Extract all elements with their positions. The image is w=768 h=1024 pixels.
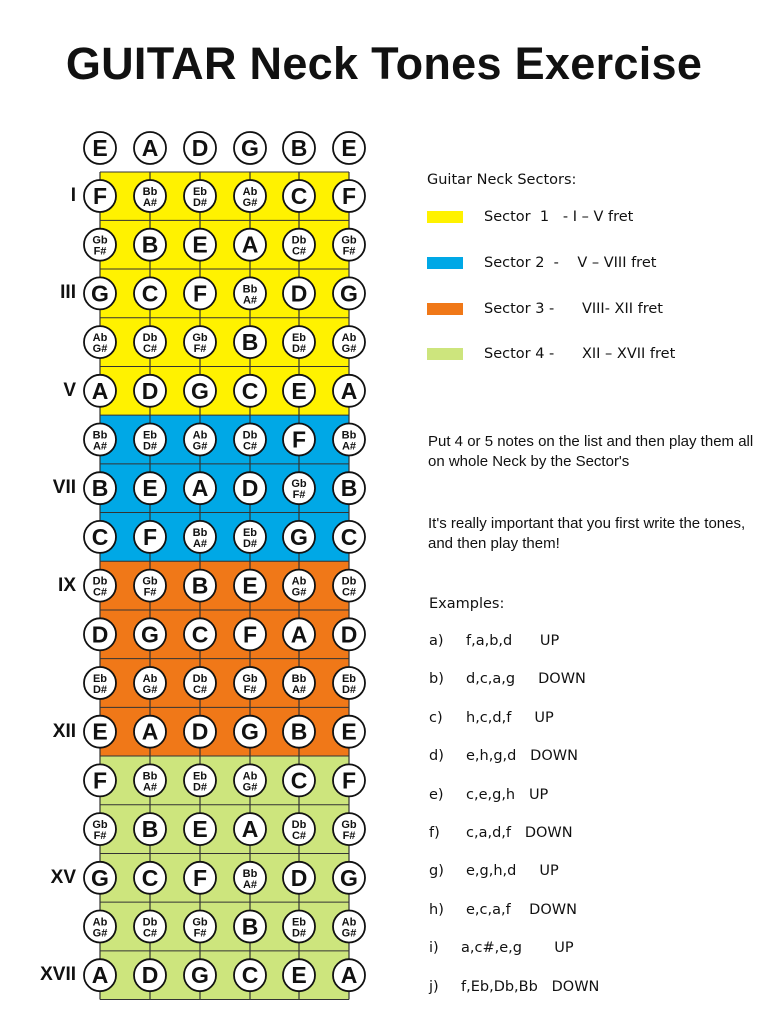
note-label: C bbox=[141, 280, 159, 307]
note-label-sharp: C# bbox=[142, 343, 158, 356]
note-label-flat: Bb bbox=[192, 526, 208, 539]
note-label: D bbox=[340, 621, 358, 648]
note-marker bbox=[333, 472, 365, 504]
note-label: E bbox=[192, 231, 208, 258]
note-label: A bbox=[340, 962, 358, 989]
note-marker bbox=[333, 375, 365, 407]
note-label: A bbox=[141, 135, 159, 161]
example-letter: c) bbox=[429, 709, 443, 726]
note-label-flat: Eb bbox=[291, 332, 307, 345]
note-label-flat: Ab bbox=[142, 673, 158, 685]
note-marker bbox=[134, 132, 166, 164]
note-label: B bbox=[141, 231, 159, 258]
note-marker bbox=[333, 716, 365, 748]
note-label: F bbox=[92, 767, 108, 794]
note-label-flat: Gb bbox=[92, 819, 108, 832]
legend-label: Sector 4 - XII – XVII fret bbox=[484, 346, 676, 362]
note-label-flat: Bb bbox=[92, 429, 108, 442]
note-marker bbox=[134, 764, 166, 796]
example-text: f,a,b,d UP bbox=[466, 633, 560, 649]
note-marker bbox=[134, 911, 166, 943]
example-text: c,e,g,h UP bbox=[466, 786, 549, 803]
legend-swatch bbox=[427, 257, 463, 269]
legend-swatch bbox=[427, 348, 463, 360]
example-text: e,h,g,d DOWN bbox=[466, 748, 578, 765]
example-letter: d) bbox=[429, 748, 444, 765]
note-label: B bbox=[141, 816, 159, 843]
note-label-flat: Ab bbox=[192, 429, 208, 442]
example-text: a,c#,e,g UP bbox=[461, 940, 574, 957]
note-label-flat: Gb bbox=[291, 478, 307, 491]
note-label: A bbox=[91, 377, 109, 404]
note-label-sharp: F# bbox=[292, 489, 306, 502]
example-letter: f) bbox=[429, 825, 440, 841]
instruction-paragraph: Put 4 or 5 notes on the list and then play them all on whole Neck by the Sector's bbox=[428, 433, 754, 470]
note-label: G bbox=[241, 718, 259, 745]
note-marker bbox=[283, 716, 315, 748]
legend-label: Sector 3 - VIII- XII fret bbox=[484, 301, 663, 317]
note-marker bbox=[333, 764, 365, 796]
note-label-sharp: G# bbox=[242, 781, 258, 794]
note-label-flat: Gb bbox=[341, 234, 357, 247]
note-label: C bbox=[141, 864, 159, 891]
note-label-sharp: F# bbox=[143, 586, 157, 599]
note-label-sharp: F# bbox=[93, 830, 107, 843]
legend-swatch bbox=[427, 211, 463, 223]
legend-title: Guitar Neck Sectors: bbox=[427, 172, 577, 188]
note-marker bbox=[184, 132, 216, 164]
note-marker bbox=[134, 180, 166, 212]
note-label: B bbox=[290, 718, 308, 745]
note-label-sharp: A# bbox=[192, 537, 208, 550]
note-label: C bbox=[241, 377, 259, 404]
note-label-flat: Ab bbox=[92, 332, 108, 345]
note-marker bbox=[333, 911, 365, 943]
note-label: G bbox=[340, 864, 358, 891]
note-marker bbox=[134, 277, 166, 309]
note-label-flat: Gb bbox=[192, 332, 208, 345]
note-label-sharp: G# bbox=[92, 343, 108, 356]
note-marker bbox=[333, 570, 365, 602]
note-marker bbox=[234, 472, 266, 504]
example-text: d,c,a,g DOWN bbox=[466, 671, 586, 688]
note-marker bbox=[283, 180, 315, 212]
note-marker bbox=[234, 716, 266, 748]
note-label-flat: Gb bbox=[242, 673, 258, 685]
note-label-sharp: G# bbox=[142, 684, 158, 696]
note-label: G bbox=[340, 280, 358, 307]
note-marker bbox=[184, 375, 216, 407]
note-label-sharp: A# bbox=[142, 781, 158, 794]
note-label-flat: Bb bbox=[142, 186, 158, 198]
note-marker bbox=[84, 764, 116, 796]
note-label-flat: Bb bbox=[291, 673, 307, 685]
note-marker bbox=[184, 716, 216, 748]
example-text: e,c,a,f DOWN bbox=[466, 901, 577, 918]
note-label-flat: Ab bbox=[92, 916, 108, 929]
note-marker bbox=[333, 959, 365, 991]
fret-label: III bbox=[60, 282, 76, 304]
note-label-sharp: D# bbox=[192, 781, 208, 794]
note-label-sharp: A# bbox=[242, 294, 258, 307]
note-label: F bbox=[92, 183, 108, 209]
note-label-sharp: D# bbox=[242, 537, 258, 550]
note-marker bbox=[333, 667, 365, 699]
note-label-flat: Db bbox=[192, 673, 208, 685]
note-label: F bbox=[291, 426, 307, 453]
note-label: C bbox=[191, 621, 209, 648]
note-label: C bbox=[290, 183, 308, 209]
legend-label: Sector 2 - V – VIII fret bbox=[484, 255, 657, 271]
note-label-flat: Bb bbox=[341, 429, 357, 442]
note-label: D bbox=[141, 962, 159, 989]
note-label: F bbox=[192, 280, 208, 307]
note-label: C bbox=[91, 523, 109, 550]
note-marker bbox=[283, 521, 315, 553]
example-letter: e) bbox=[429, 786, 444, 803]
note-label-flat: Bb bbox=[242, 867, 258, 880]
note-label-sharp: F# bbox=[193, 343, 207, 356]
fret-label: XV bbox=[50, 866, 76, 888]
note-label-flat: Eb bbox=[92, 673, 108, 685]
fret-label: XII bbox=[52, 720, 76, 742]
fret-label: I bbox=[70, 185, 76, 206]
note-marker bbox=[184, 959, 216, 991]
note-label: C bbox=[340, 523, 358, 550]
note-label: G bbox=[191, 377, 209, 404]
note-marker bbox=[283, 813, 315, 845]
note-label: B bbox=[191, 572, 209, 599]
note-marker bbox=[184, 911, 216, 943]
note-marker bbox=[134, 862, 166, 894]
note-marker bbox=[333, 521, 365, 553]
note-marker bbox=[283, 618, 315, 650]
note-marker bbox=[84, 911, 116, 943]
note-marker bbox=[234, 375, 266, 407]
note-marker bbox=[84, 667, 116, 699]
note-label-sharp: F# bbox=[193, 927, 207, 940]
note-marker bbox=[333, 813, 365, 845]
example-letter: i) bbox=[429, 940, 439, 957]
example-letter: j) bbox=[429, 978, 439, 995]
note-label-sharp: D# bbox=[142, 440, 158, 453]
note-label: F bbox=[192, 864, 208, 891]
note-marker bbox=[333, 618, 365, 650]
note-label-flat: Bb bbox=[142, 770, 158, 783]
note-label-sharp: G# bbox=[242, 197, 258, 209]
note-marker bbox=[84, 132, 116, 164]
note-label-sharp: C# bbox=[291, 245, 307, 258]
note-marker bbox=[234, 618, 266, 650]
note-label-sharp: D# bbox=[192, 197, 208, 209]
note-label: A bbox=[141, 718, 159, 745]
note-marker bbox=[84, 716, 116, 748]
legend-swatch bbox=[427, 303, 463, 315]
note-label-flat: Gb bbox=[92, 234, 108, 247]
note-label-sharp: D# bbox=[291, 927, 307, 940]
note-label-sharp: F# bbox=[342, 830, 356, 843]
note-label: C bbox=[241, 962, 259, 989]
note-label-flat: Db bbox=[341, 575, 357, 588]
note-marker bbox=[134, 570, 166, 602]
note-marker bbox=[134, 424, 166, 456]
example-letter: a) bbox=[429, 633, 444, 649]
page-title: GUITAR Neck Tones Exercise bbox=[65, 38, 703, 89]
note-label: C bbox=[290, 767, 308, 794]
note-marker bbox=[184, 813, 216, 845]
note-marker bbox=[184, 862, 216, 894]
note-label-sharp: D# bbox=[291, 343, 307, 356]
note-marker bbox=[234, 813, 266, 845]
note-label: D bbox=[290, 280, 308, 307]
note-label-sharp: G# bbox=[291, 586, 307, 599]
note-label-sharp: A# bbox=[242, 878, 258, 891]
note-label: D bbox=[290, 864, 308, 891]
note-label: A bbox=[241, 231, 259, 258]
note-marker bbox=[134, 229, 166, 261]
note-label-flat: Eb bbox=[192, 186, 208, 198]
note-marker bbox=[184, 570, 216, 602]
note-label: G bbox=[241, 135, 259, 161]
note-label: A bbox=[340, 377, 358, 404]
note-label-flat: Db bbox=[92, 575, 108, 588]
note-label: E bbox=[192, 816, 208, 843]
example-letter: b) bbox=[429, 671, 444, 688]
note-label: A bbox=[191, 475, 209, 502]
note-label: E bbox=[92, 135, 108, 161]
note-label: E bbox=[341, 718, 357, 745]
note-label: D bbox=[141, 377, 159, 404]
fret-label: XVII bbox=[40, 964, 76, 986]
note-label-sharp: C# bbox=[291, 830, 307, 843]
note-label-sharp: D# bbox=[92, 684, 108, 696]
legend-label: Sector 1 - I – V fret bbox=[484, 209, 634, 225]
note-marker bbox=[84, 570, 116, 602]
note-marker bbox=[234, 959, 266, 991]
note-marker bbox=[333, 180, 365, 212]
note-marker bbox=[234, 570, 266, 602]
example-text: f,Eb,Db,Bb DOWN bbox=[461, 978, 600, 995]
note-marker bbox=[184, 764, 216, 796]
note-marker bbox=[283, 132, 315, 164]
note-marker bbox=[333, 132, 365, 164]
note-marker bbox=[234, 180, 266, 212]
note-label-flat: Db bbox=[242, 429, 258, 442]
note-label: B bbox=[91, 475, 109, 502]
note-label: B bbox=[241, 913, 259, 940]
note-marker bbox=[283, 472, 315, 504]
note-marker bbox=[184, 424, 216, 456]
note-label: G bbox=[91, 864, 109, 891]
note-marker bbox=[134, 472, 166, 504]
note-marker bbox=[84, 277, 116, 309]
example-letter: g) bbox=[429, 863, 444, 880]
note-marker bbox=[234, 667, 266, 699]
note-label-flat: Ab bbox=[341, 916, 357, 929]
note-label-flat: Db bbox=[142, 332, 158, 345]
note-label-sharp: F# bbox=[93, 245, 107, 258]
note-marker bbox=[283, 911, 315, 943]
note-label: G bbox=[191, 962, 209, 989]
example-letter: h) bbox=[429, 901, 444, 918]
note-label-sharp: C# bbox=[242, 440, 258, 453]
note-label-sharp: F# bbox=[342, 245, 356, 258]
note-label: E bbox=[341, 135, 357, 161]
note-marker bbox=[84, 375, 116, 407]
note-marker bbox=[184, 277, 216, 309]
note-label: D bbox=[191, 718, 209, 745]
note-marker bbox=[134, 959, 166, 991]
note-marker bbox=[84, 813, 116, 845]
note-label: G bbox=[91, 280, 109, 307]
note-marker bbox=[234, 862, 266, 894]
note-marker bbox=[134, 618, 166, 650]
note-marker bbox=[84, 424, 116, 456]
fret-label: V bbox=[63, 379, 76, 401]
note-label: D bbox=[191, 135, 209, 161]
note-label-flat: Ab bbox=[242, 186, 258, 198]
examples-title: Examples: bbox=[429, 596, 505, 612]
note-label-flat: Eb bbox=[142, 429, 158, 442]
note-label: A bbox=[91, 962, 109, 989]
note-label: E bbox=[291, 377, 307, 404]
note-marker bbox=[84, 862, 116, 894]
note-label-sharp: F# bbox=[243, 684, 257, 696]
note-marker bbox=[134, 667, 166, 699]
note-marker bbox=[134, 716, 166, 748]
note-marker bbox=[184, 521, 216, 553]
note-label-flat: Db bbox=[291, 234, 307, 247]
note-marker bbox=[84, 229, 116, 261]
note-marker bbox=[234, 424, 266, 456]
note-marker bbox=[134, 521, 166, 553]
note-label-sharp: C# bbox=[341, 586, 357, 599]
note-marker bbox=[283, 667, 315, 699]
note-marker bbox=[84, 472, 116, 504]
note-label-flat: Eb bbox=[192, 770, 208, 783]
note-marker bbox=[184, 326, 216, 358]
note-marker bbox=[234, 764, 266, 796]
note-marker bbox=[184, 618, 216, 650]
note-marker bbox=[283, 959, 315, 991]
note-marker bbox=[333, 326, 365, 358]
note-marker bbox=[333, 424, 365, 456]
note-label-sharp: D# bbox=[341, 684, 357, 696]
note-marker bbox=[84, 326, 116, 358]
note-marker bbox=[234, 229, 266, 261]
note-marker bbox=[84, 521, 116, 553]
note-marker bbox=[134, 326, 166, 358]
note-label: F bbox=[242, 621, 258, 648]
example-text: e,g,h,d UP bbox=[466, 863, 559, 880]
note-label-sharp: C# bbox=[192, 684, 208, 696]
note-label-sharp: A# bbox=[341, 440, 357, 453]
note-label: F bbox=[341, 767, 357, 794]
fret-label: IX bbox=[58, 574, 76, 596]
note-label: B bbox=[340, 475, 358, 502]
note-label-sharp: G# bbox=[341, 927, 357, 940]
note-label: B bbox=[290, 135, 308, 161]
note-label: E bbox=[291, 962, 307, 989]
note-label-flat: Bb bbox=[242, 283, 258, 296]
note-label: E bbox=[92, 718, 108, 745]
note-label-flat: Ab bbox=[341, 332, 357, 345]
example-text: h,c,d,f UP bbox=[466, 709, 554, 726]
note-marker bbox=[283, 862, 315, 894]
note-label: G bbox=[141, 621, 159, 648]
note-label: G bbox=[290, 523, 308, 550]
note-label: F bbox=[341, 183, 357, 209]
note-marker bbox=[84, 180, 116, 212]
note-label: A bbox=[241, 816, 259, 843]
note-label: F bbox=[142, 523, 158, 550]
note-marker bbox=[283, 570, 315, 602]
note-label-sharp: A# bbox=[92, 440, 108, 453]
note-label-flat: Eb bbox=[242, 526, 258, 539]
note-label-flat: Db bbox=[291, 819, 307, 832]
note-label-sharp: G# bbox=[92, 927, 108, 940]
note-marker bbox=[283, 764, 315, 796]
note-label-flat: Gb bbox=[192, 916, 208, 929]
note-marker bbox=[184, 472, 216, 504]
note-label-sharp: A# bbox=[291, 684, 307, 696]
note-marker bbox=[234, 326, 266, 358]
note-label: A bbox=[290, 621, 308, 648]
note-marker bbox=[84, 618, 116, 650]
instruction-paragraph: It's really important that you first write the tones, and then play them! bbox=[428, 515, 746, 552]
note-marker bbox=[283, 229, 315, 261]
note-marker bbox=[234, 277, 266, 309]
note-label-flat: Gb bbox=[142, 575, 158, 588]
note-marker bbox=[283, 326, 315, 358]
note-marker bbox=[134, 813, 166, 845]
note-marker bbox=[184, 180, 216, 212]
example-text: c,a,d,f DOWN bbox=[466, 825, 573, 841]
fret-label: VII bbox=[52, 477, 76, 499]
note-label: E bbox=[242, 572, 258, 599]
note-label-flat: Ab bbox=[291, 575, 307, 588]
note-label-flat: Eb bbox=[291, 916, 307, 929]
note-marker bbox=[333, 862, 365, 894]
note-label-flat: Ab bbox=[242, 770, 258, 783]
note-label: B bbox=[241, 329, 259, 356]
note-marker bbox=[184, 667, 216, 699]
note-label: D bbox=[91, 621, 109, 648]
note-marker bbox=[234, 911, 266, 943]
note-label-flat: Eb bbox=[341, 673, 357, 685]
note-marker bbox=[184, 229, 216, 261]
note-marker bbox=[234, 132, 266, 164]
note-marker bbox=[283, 277, 315, 309]
note-label: E bbox=[142, 475, 158, 502]
note-label-sharp: C# bbox=[142, 927, 158, 940]
note-label-sharp: G# bbox=[192, 440, 208, 453]
note-marker bbox=[283, 424, 315, 456]
note-label-flat: Gb bbox=[341, 819, 357, 832]
note-marker bbox=[134, 375, 166, 407]
note-marker bbox=[333, 277, 365, 309]
note-marker bbox=[333, 229, 365, 261]
note-label-sharp: A# bbox=[142, 197, 158, 209]
note-label-flat: Db bbox=[142, 916, 158, 929]
note-label: D bbox=[241, 475, 259, 502]
note-marker bbox=[84, 959, 116, 991]
note-label-sharp: G# bbox=[341, 343, 357, 356]
note-marker bbox=[283, 375, 315, 407]
note-marker bbox=[234, 521, 266, 553]
note-label-sharp: C# bbox=[92, 586, 108, 599]
